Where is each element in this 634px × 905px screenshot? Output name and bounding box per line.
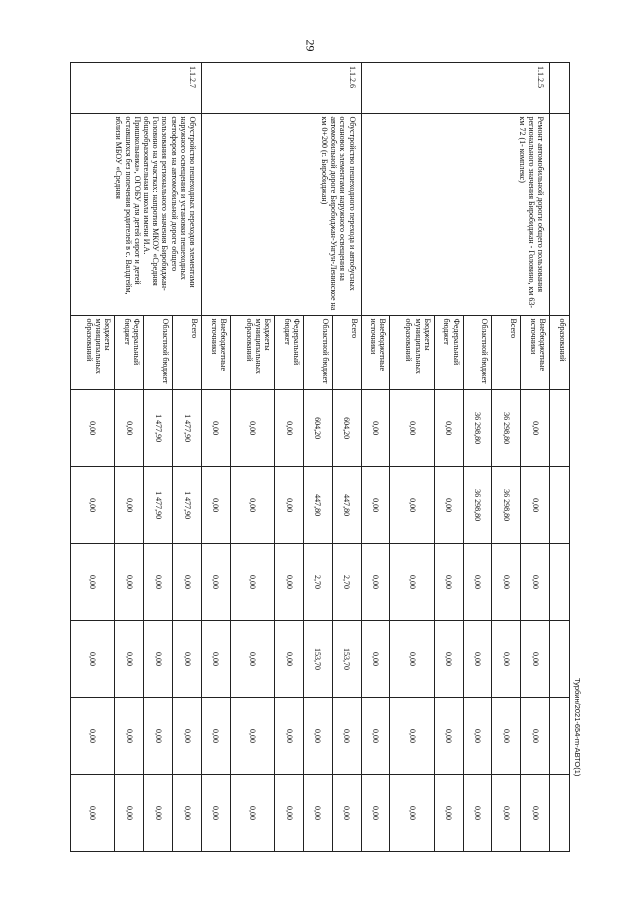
amount-cell: 0,00: [361, 621, 390, 698]
amount-cell: 0,00: [115, 697, 144, 774]
amount-cell: 0,00: [71, 621, 115, 698]
amount-cell: 1 477,90: [144, 467, 173, 544]
table-row: [332, 63, 361, 852]
budget-table: [70, 62, 570, 852]
amount-cell: 0,00: [201, 621, 230, 698]
amount-cell: 0,00: [390, 697, 434, 774]
amount-cell: 447,80: [332, 467, 361, 544]
funding-source: Бюджеты муниципальных образований: [71, 315, 115, 390]
table-row: [521, 63, 550, 852]
amount-cell: 0,00: [434, 697, 463, 774]
amount-cell: 36 298,80: [463, 467, 492, 544]
funding-source: Областной бюджет: [303, 315, 332, 390]
amount-cell: 0,00: [492, 697, 521, 774]
amount-cell: 0,00: [521, 774, 550, 851]
amount-cell: 36 298,80: [463, 390, 492, 467]
amount-cell: 0,00: [361, 697, 390, 774]
amount-cell: 0,00: [390, 544, 434, 621]
amount-cell: 447,80: [303, 467, 332, 544]
amount-cell: 0,00: [463, 544, 492, 621]
amount-cell: 0,00: [521, 467, 550, 544]
amount-cell: 36 298,80: [492, 390, 521, 467]
item-description: Обустройство пешеходных переходов элементами наружного освещения и установки пешеходных светофоров на автомобильной дороге общего пользования регионального значения Биробиджан-Головино на участках: напротив МКОУ «Средняя общеобразовательная школа имени И.А. Пришкольника», ОГОБУ для детей сирот и детей оставшихся без попечения родителей в с. Валдгейм, вблизи МБОУ «Средняя: [71, 113, 202, 315]
funding-source: Внебюджетные источники: [521, 315, 550, 390]
funding-source: Федеральный бюджет: [275, 315, 304, 390]
amount-cell: 0,00: [463, 697, 492, 774]
amount-cell: 0,00: [390, 390, 434, 467]
funding-source: Бюджеты муниципальных образований: [230, 315, 274, 390]
funding-source: Всего: [173, 315, 202, 390]
amount-cell: 0,00: [201, 544, 230, 621]
amount-cell: 0,00: [115, 774, 144, 851]
amount-cell: 0,00: [144, 774, 173, 851]
amount-cell: 0,00: [230, 467, 274, 544]
amount-cell: 0,00: [275, 544, 304, 621]
amount-cell: 0,00: [201, 774, 230, 851]
item-number: 1.1.2.5: [361, 63, 549, 114]
amount-cell: 0,00: [332, 697, 361, 774]
amount-cell: 153,70: [332, 621, 361, 698]
funding-source: Областной бюджет: [144, 315, 173, 390]
amount-cell: 0,00: [201, 697, 230, 774]
item-description: Ремонт автомобильной дороги общего пользования регионального значения Биробиджан - Головино, км 63- км 72 (1- комплекс): [361, 113, 549, 315]
table-row: [173, 63, 202, 852]
amount-cell: 0,00: [434, 544, 463, 621]
amount-cell: 36 298,80: [492, 467, 521, 544]
amount-cell: 0,00: [230, 774, 274, 851]
amount-cell: 0,00: [303, 697, 332, 774]
amount-cell: 0,00: [390, 621, 434, 698]
amount-cell: 0,00: [390, 467, 434, 544]
amount-cell: 0,00: [275, 390, 304, 467]
amount-cell: 0,00: [492, 621, 521, 698]
amount-cell: 0,00: [144, 544, 173, 621]
amount-cell: 0,00: [71, 467, 115, 544]
amount-cell: 0,00: [173, 774, 202, 851]
amount-cell: 0,00: [521, 390, 550, 467]
amount-cell: 0,00: [521, 697, 550, 774]
amount-cell: 0,00: [173, 697, 202, 774]
amount-cell: 0,00: [275, 621, 304, 698]
amount-cell: 0,00: [492, 544, 521, 621]
amount-cell: 0,00: [521, 621, 550, 698]
amount-cell: 0,00: [390, 774, 434, 851]
amount-cell: 153,70: [303, 621, 332, 698]
amount-cell: 0,00: [71, 697, 115, 774]
item-number: 1.1.2.7: [71, 63, 202, 114]
amount-cell: 0,00: [71, 774, 115, 851]
amount-cell: 0,00: [463, 621, 492, 698]
amount-cell: 0,00: [275, 467, 304, 544]
amount-cell: 0,00: [434, 774, 463, 851]
amount-cell: 0,00: [275, 774, 304, 851]
item-number: 1.1.2.6: [201, 63, 361, 114]
amount-cell: 0,00: [332, 774, 361, 851]
budget-table-sheet: [70, 62, 570, 852]
amount-cell: 1 477,90: [173, 390, 202, 467]
amount-cell: 0,00: [463, 774, 492, 851]
funding-source: Внебюджетные источники: [361, 315, 390, 390]
amount-cell: 0,00: [230, 544, 274, 621]
amount-cell: 1 477,90: [144, 390, 173, 467]
amount-cell: 0,00: [115, 544, 144, 621]
amount-cell: 0,00: [201, 390, 230, 467]
amount-cell: 0,00: [230, 697, 274, 774]
amount-cell: 0,00: [303, 774, 332, 851]
amount-cell: 604,20: [332, 390, 361, 467]
funding-source: Областной бюджет: [463, 315, 492, 390]
amount-cell: 0,00: [434, 621, 463, 698]
amount-cell: 0,00: [434, 467, 463, 544]
amount-cell: 0,00: [361, 390, 390, 467]
funding-source: Всего: [492, 315, 521, 390]
amount-cell: 0,00: [492, 774, 521, 851]
amount-cell: 0,00: [361, 467, 390, 544]
amount-cell: 0,00: [115, 621, 144, 698]
amount-cell: 0,00: [173, 544, 202, 621]
amount-cell: 0,00: [361, 544, 390, 621]
amount-cell: 0,00: [434, 390, 463, 467]
funding-source: Бюджеты муниципальных образований: [390, 315, 434, 390]
amount-cell: 0,00: [71, 390, 115, 467]
table-row: [550, 63, 570, 852]
amount-cell: 2,70: [303, 544, 332, 621]
amount-cell: 0,00: [230, 621, 274, 698]
funding-source: Внебюджетные источники: [201, 315, 230, 390]
amount-cell: 0,00: [71, 544, 115, 621]
item-description: Обустройство пешеходного перехода и автобусных остановок элементами наружного освещения на автомобильной дороге Биробиджан-Унгун-Ленинское на км 0+200 (г. Биробиджан): [201, 113, 361, 315]
amount-cell: 0,00: [115, 390, 144, 467]
funding-source: Федеральный бюджет: [115, 315, 144, 390]
amount-cell: 604,20: [303, 390, 332, 467]
amount-cell: 0,00: [173, 621, 202, 698]
amount-cell: 0,00: [275, 697, 304, 774]
amount-cell: 0,00: [361, 774, 390, 851]
amount-cell: 0,00: [144, 697, 173, 774]
amount-cell: 1 477,90: [173, 467, 202, 544]
funding-source: Федеральный бюджет: [434, 315, 463, 390]
amount-cell: 0,00: [201, 467, 230, 544]
page-number: 29: [303, 39, 318, 52]
source-cell: образований: [550, 315, 570, 390]
amount-cell: 0,00: [521, 544, 550, 621]
amount-cell: 0,00: [115, 467, 144, 544]
document-footer-code: Турбин/2021-654-m-АВТО(1): [573, 678, 582, 777]
amount-cell: 0,00: [230, 390, 274, 467]
amount-cell: 2,70: [332, 544, 361, 621]
funding-source: Всего: [332, 315, 361, 390]
amount-cell: 0,00: [144, 621, 173, 698]
